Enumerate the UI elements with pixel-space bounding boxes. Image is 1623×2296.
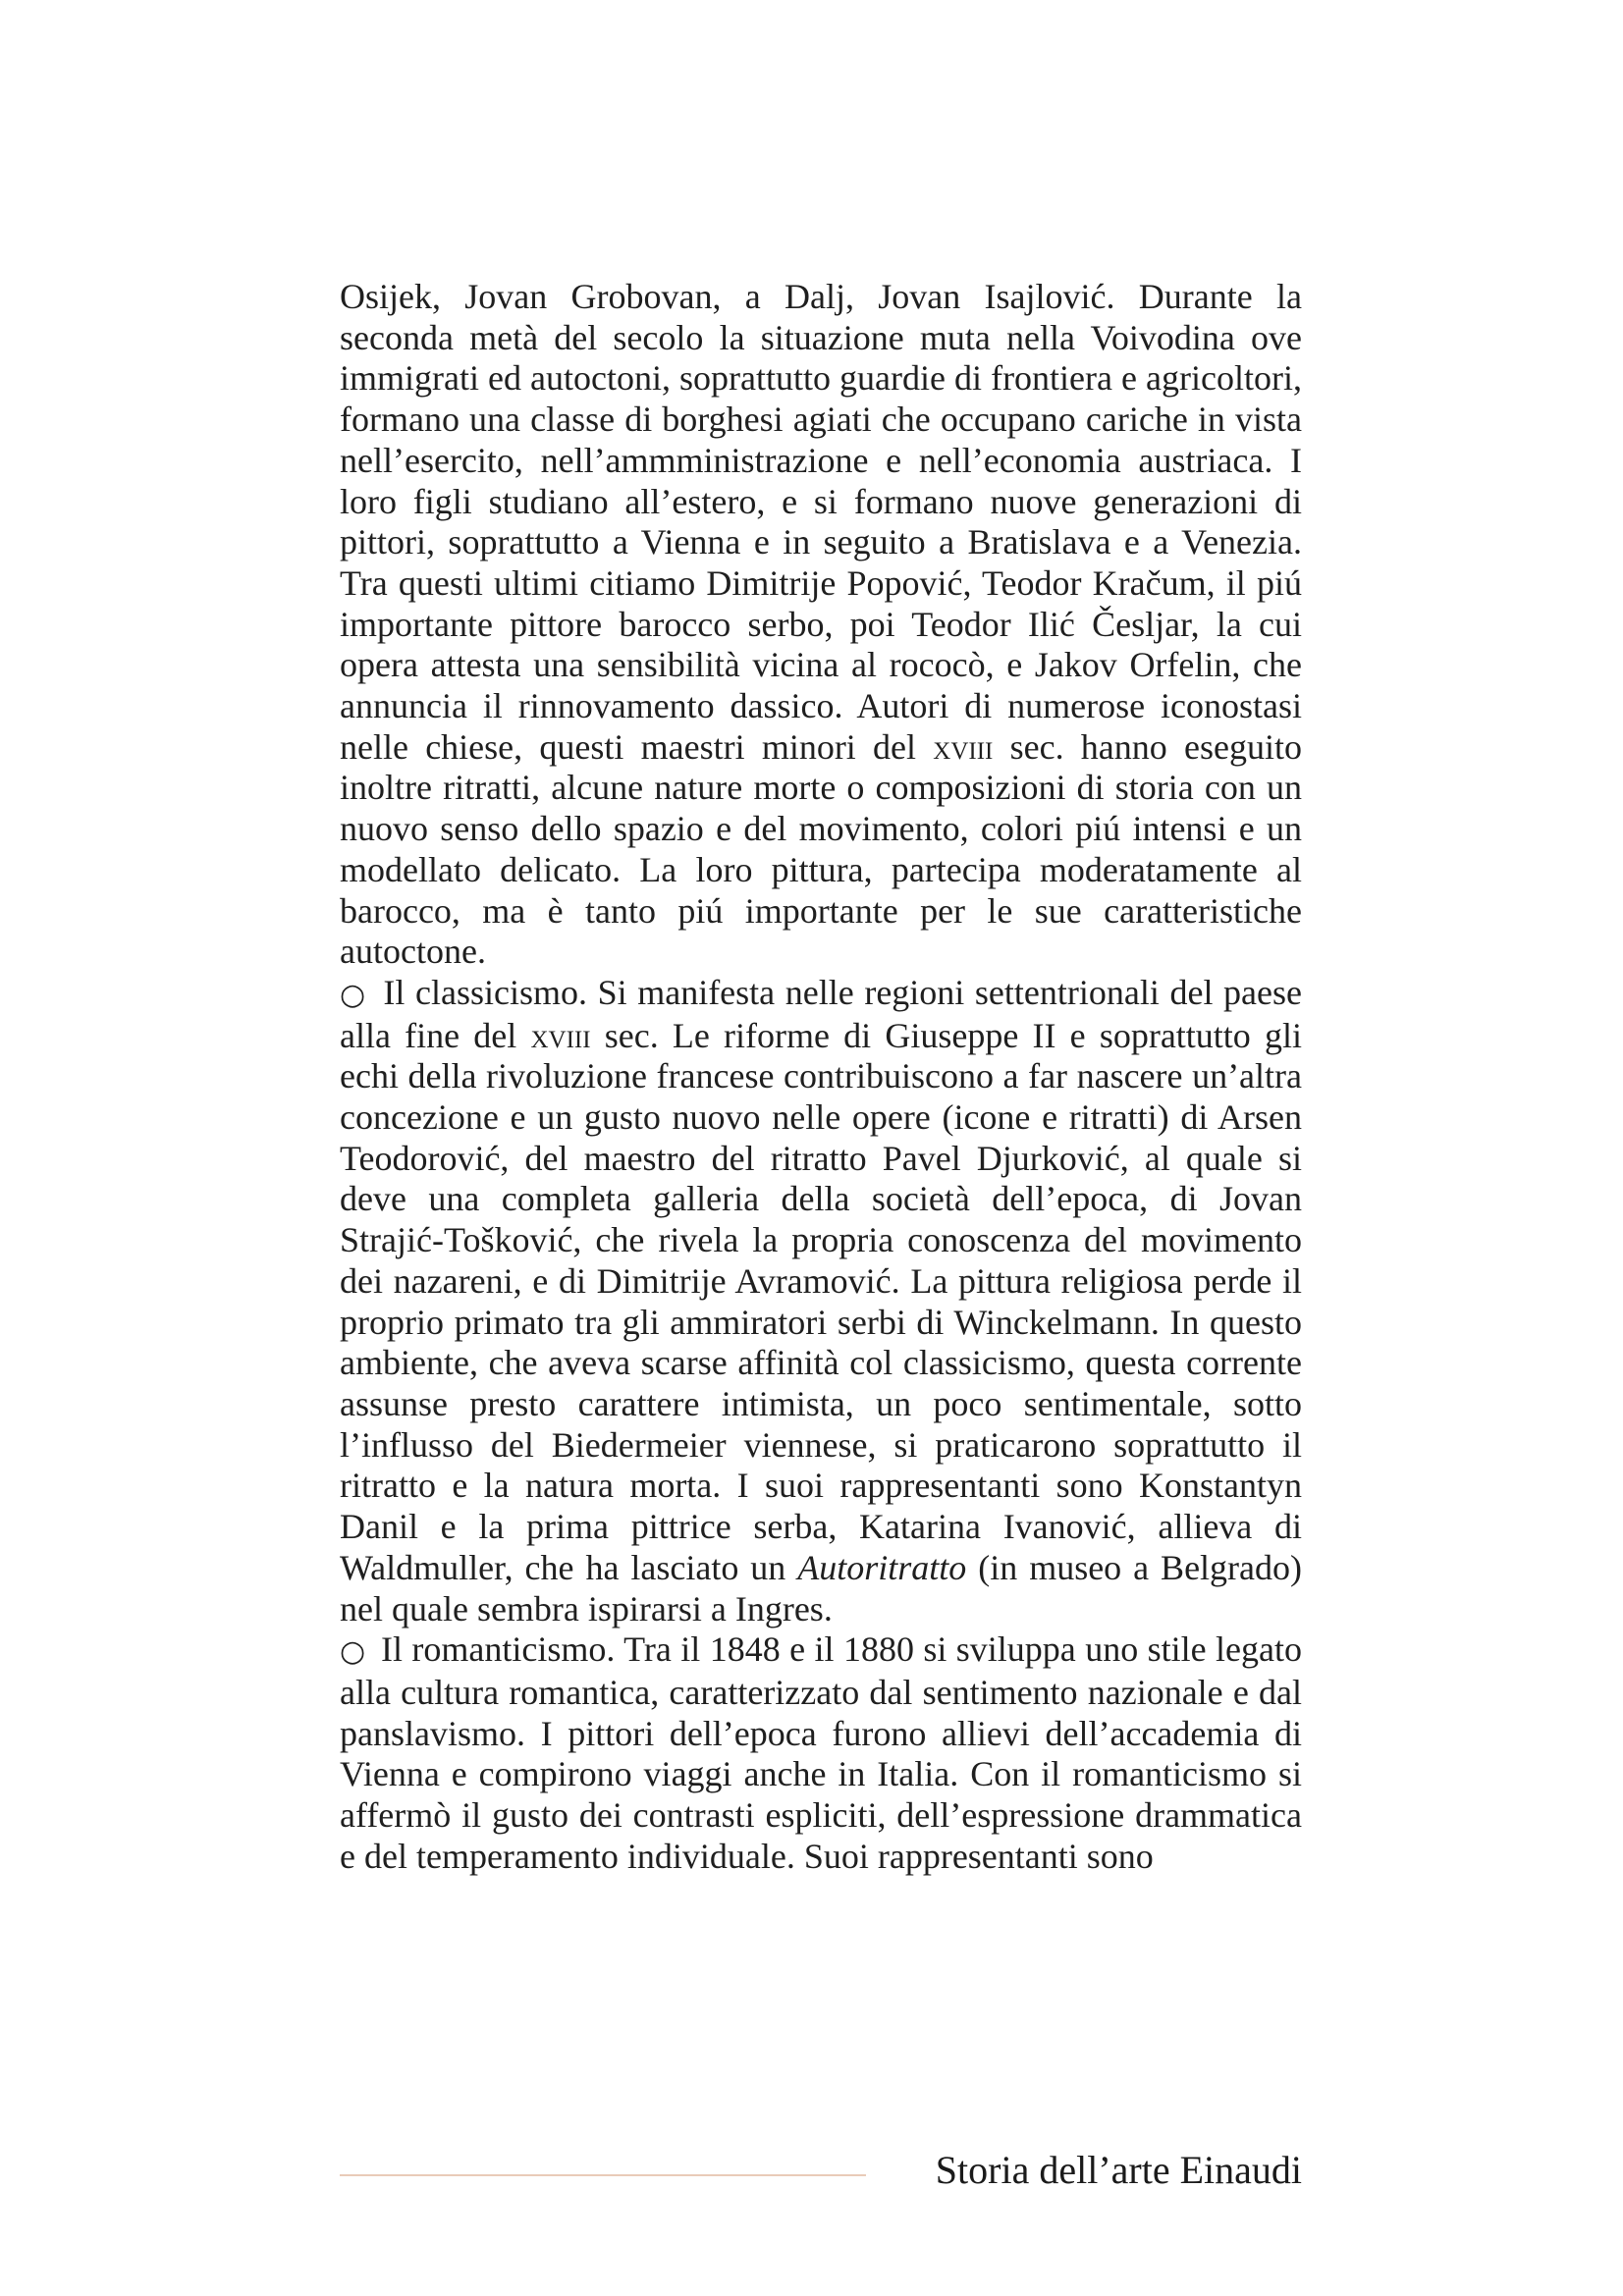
body-text (340, 277, 1302, 1877)
paragraph-text: sec. hanno eseguito inoltre ritratti, alcune nature morte o composizioni di storia con un nuovo senso dello spazio e del movimento, colori piú intensi e un modellato delicato. La loro pittura, partecipa moderatamente al barocco, ma è tanto piú importante per le sue caratteristiche autoctone. (340, 726, 1302, 972)
paragraph-text: (in museo a Belgrado) nel quale sembra ispirarsi a Ingres. (340, 1547, 1303, 1629)
footer-rule (340, 2174, 866, 2176)
paragraph-text: Il romanticismo. Tra il 1848 e il 1880 si sviluppa uno stile legato alla cultura romantica, caratterizzato dal sentimento nazionale e dal panslavismo. I pittori dell’epoca furono allievi dell’accademia di Vienna e compirono viaggi anche in Italia. Con il romanticismo si affermò il gusto dei contrasti espliciti, dell’espressione drammatica e del temperamento individuale. Suoi rappresentanti sono (340, 1629, 1302, 1876)
century-numeral: xviii (933, 726, 994, 767)
paragraph-text: Osijek, Jovan Grobovan, a Dalj, Jovan Isajlović. Durante la seconda metà del secolo la situazione muta nella Voivodina ove immigrati ed autoctoni, soprattutto guardie di frontiera e agricoltori, formano una classe di borghesi agiati che occupano cariche in vista nell’esercito, nell’ammministrazione e nell’economia austriaca. I loro figli studiano all’estero, e si formano nuove generazioni di pittori, soprattutto a Vienna e in seguito a Bratislava e a Venezia. Tra questi ultimi citiamo Dimitrije Popović, Teodor Kračum, il piú importante pittore barocco serbo, poi Teodor Ilić Česljar, la cui opera attesta una sensibilità vicina al rococò, e Jakov Orfelin, che annuncia il rinnovamento dassico. Autori di numerose iconostasi nelle chiese, questi maestri minori del (340, 277, 1302, 767)
paragraph-classicism (340, 973, 1302, 1629)
section-bullet-icon: ○ (340, 1634, 366, 1670)
paragraph-romanticism (340, 1629, 1302, 1877)
section-bullet-icon: ○ (340, 977, 367, 1012)
paragraph-baroque (340, 277, 1302, 973)
artwork-title: Autoritratto (797, 1547, 967, 1587)
paragraph-text: Il classicismo. Si manifesta nelle regioni settentrionali del paese alla fine del (340, 972, 1302, 1055)
paragraph-text: sec. Le riforme di Giuseppe II e soprattutto gli echi della rivoluzione francese contribuiscono a far nascere un’altra concezione e un gusto nuovo nelle opere (icone e ritratti) di Arsen Teodorović, del maestro del ritratto Pavel Djurković, al quale si deve una completa galleria della società dell’epoca, di Jovan Strajić-Tošković, che rivela la propria conoscenza del movimento dei nazareni, e di Dimitrije Avramović. La pittura religiosa perde il proprio primato tra gli ammiratori serbi di Winckelmann. In questo ambiente, che aveva scarse affinità col classicismo, questa corrente assunse presto carattere intimista, un poco sentimentale, sotto l’influsso del Biedermeier viennese, si praticarono soprattutto il ritratto e la natura morta. I suoi rappresentanti sono Konstantyn Danil e la prima pittrice serba, Katarina Ivanović, allieva di Waldmuller, che ha lasciato un (340, 1015, 1302, 1587)
century-numeral: xviii (530, 1015, 591, 1055)
footer-title: Storia dell’arte Einaudi (935, 2148, 1302, 2192)
page-footer (340, 2146, 1302, 2195)
